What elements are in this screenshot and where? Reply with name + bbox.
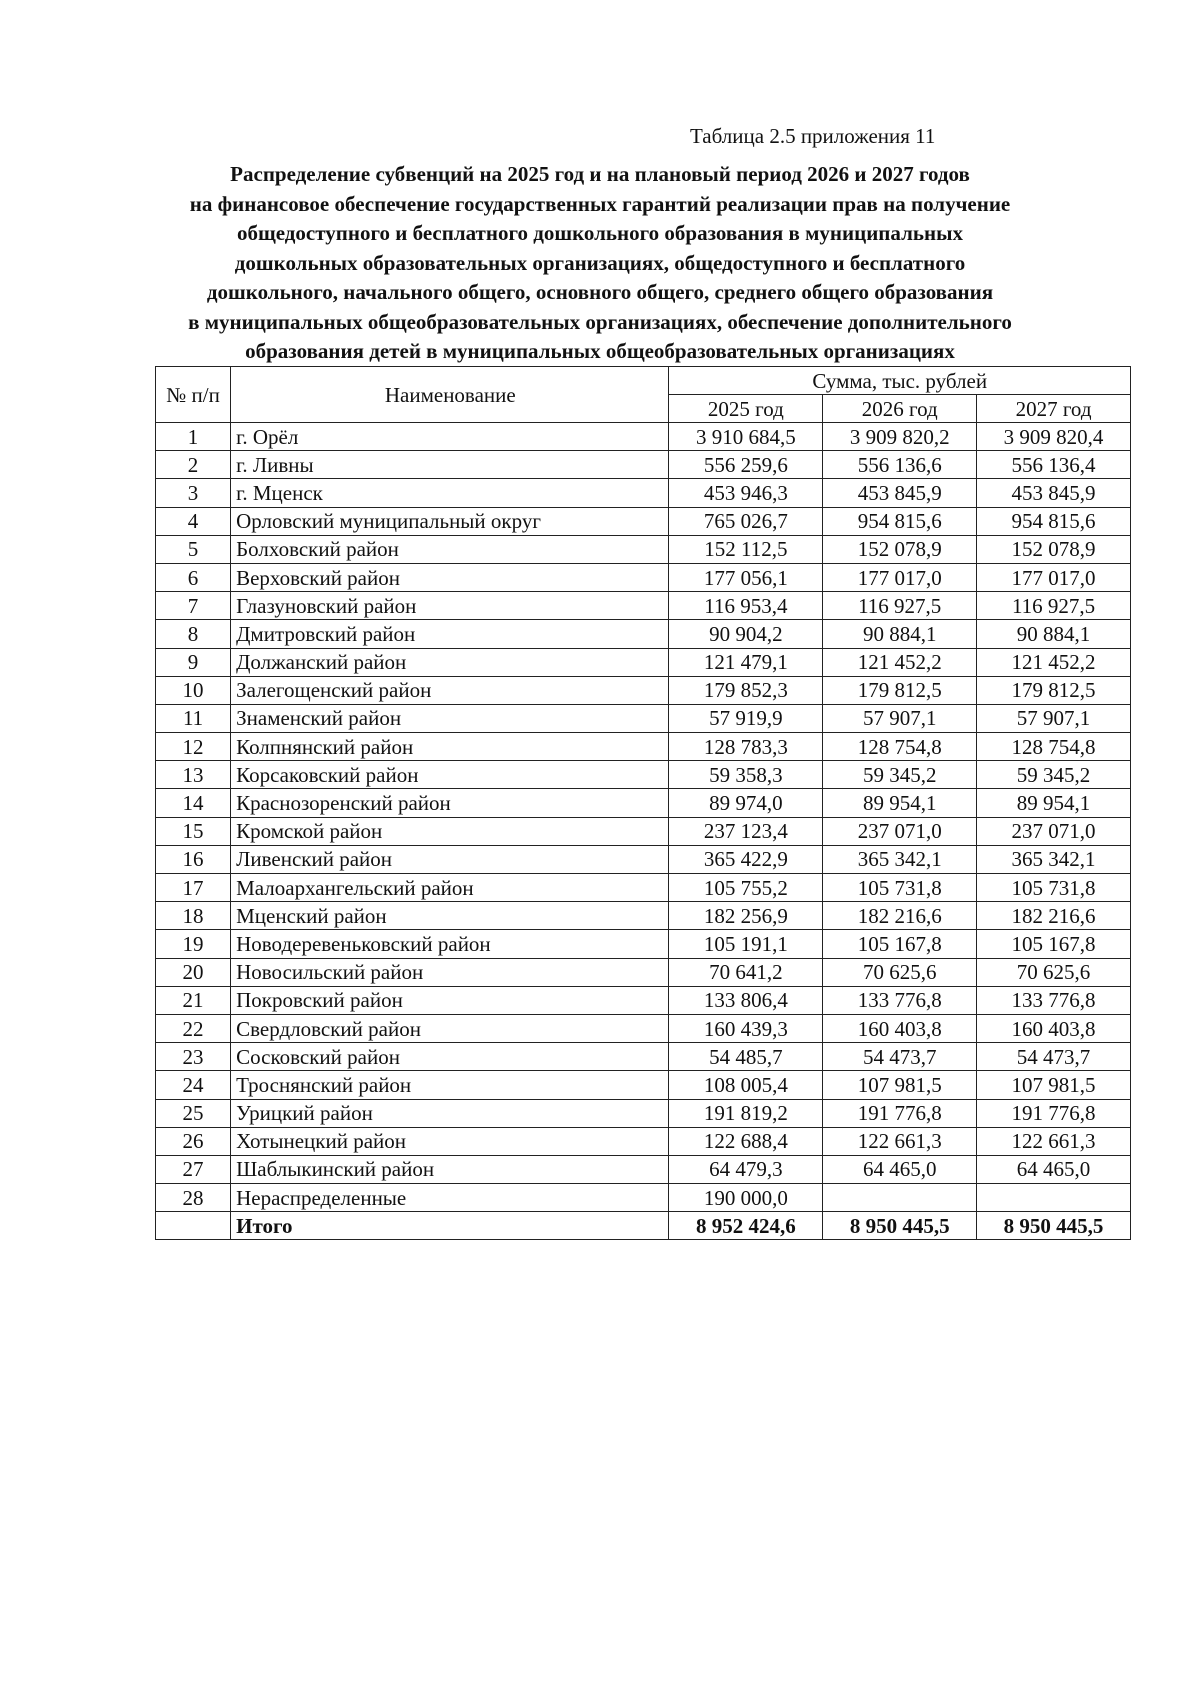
row-num: 25 (156, 1099, 231, 1127)
subsidy-table (155, 366, 1131, 1240)
title-line: дошкольных образовательных организациях, общедоступного и бесплатного (234, 250, 966, 275)
row-2025: 190 000,0 (669, 1184, 823, 1212)
row-name: Корсаковский район (231, 761, 669, 789)
row-2025: 179 852,3 (669, 676, 823, 704)
title-line: образования детей в муниципальных общеобразовательных организациях (245, 339, 955, 363)
row-2025: 116 953,4 (669, 592, 823, 620)
row-2025: 105 755,2 (669, 874, 823, 902)
header-year-2026: 2026 год (823, 395, 977, 423)
row-num: 21 (156, 986, 231, 1014)
row-2026: 105 167,8 (823, 930, 977, 958)
row-2027: 105 731,8 (977, 874, 1131, 902)
row-2025: 3 910 684,5 (669, 423, 823, 451)
total-label: Итого (231, 1212, 669, 1240)
row-2025: 182 256,9 (669, 902, 823, 930)
row-name: Орловский муниципальный округ (231, 507, 669, 535)
row-2027 (977, 1184, 1131, 1212)
row-num: 11 (156, 704, 231, 732)
row-2027: 116 927,5 (977, 592, 1131, 620)
row-2027: 191 776,8 (977, 1099, 1131, 1127)
row-2026: 64 465,0 (823, 1155, 977, 1183)
table-row (156, 1071, 1131, 1099)
row-name: Должанский район (231, 648, 669, 676)
row-2027: 107 981,5 (977, 1071, 1131, 1099)
row-2026: 365 342,1 (823, 845, 977, 873)
table-row (156, 423, 1131, 451)
total-row (156, 1212, 1131, 1240)
row-name: Верховский район (231, 563, 669, 591)
row-2027: 128 754,8 (977, 733, 1131, 761)
table-row (156, 733, 1131, 761)
row-2027: 177 017,0 (977, 563, 1131, 591)
row-2027: 105 167,8 (977, 930, 1131, 958)
table-row (156, 451, 1131, 479)
table-row (156, 845, 1131, 873)
row-2025: 105 191,1 (669, 930, 823, 958)
header-year-2027: 2027 год (977, 395, 1131, 423)
row-2026: 121 452,2 (823, 648, 977, 676)
row-2026: 128 754,8 (823, 733, 977, 761)
row-2025: 237 123,4 (669, 817, 823, 845)
table-row (156, 789, 1131, 817)
row-name: г. Ливны (231, 451, 669, 479)
header-num: № п/п (156, 367, 231, 423)
title-line: Распределение субвенций на 2025 год и на плановый период 2026 и 2027 годов (230, 162, 970, 186)
row-2026: 152 078,9 (823, 535, 977, 563)
row-2027: 152 078,9 (977, 535, 1131, 563)
table-row (156, 874, 1131, 902)
row-num: 19 (156, 930, 231, 958)
table-row (156, 676, 1131, 704)
row-num: 1 (156, 423, 231, 451)
row-2025: 122 688,4 (669, 1127, 823, 1155)
row-2027: 90 884,1 (977, 620, 1131, 648)
row-name: Сосковский район (231, 1043, 669, 1071)
row-name: Новодеревеньковский район (231, 930, 669, 958)
row-name: Болховский район (231, 535, 669, 563)
row-2026: 453 845,9 (823, 479, 977, 507)
row-name: Хотынецкий район (231, 1127, 669, 1155)
row-name: Новосильский район (231, 958, 669, 986)
row-2026: 105 731,8 (823, 874, 977, 902)
row-num: 13 (156, 761, 231, 789)
row-2026: 107 981,5 (823, 1071, 977, 1099)
row-2025: 90 904,2 (669, 620, 823, 648)
title-line: дошкольного, начального общего, основного общего, среднего общего образования (206, 280, 994, 304)
row-num: 22 (156, 1014, 231, 1042)
row-2027: 57 907,1 (977, 704, 1131, 732)
row-2025: 64 479,3 (669, 1155, 823, 1183)
row-name: Свердловский район (231, 1014, 669, 1042)
row-2025: 89 974,0 (669, 789, 823, 817)
row-2027: 453 845,9 (977, 479, 1131, 507)
row-2027: 59 345,2 (977, 761, 1131, 789)
row-2027: 133 776,8 (977, 986, 1131, 1014)
row-2027: 179 812,5 (977, 676, 1131, 704)
row-name: Нераспределенные (231, 1184, 669, 1212)
row-2026: 237 071,0 (823, 817, 977, 845)
document-title (130, 160, 1070, 367)
row-name: Покровский район (231, 986, 669, 1014)
row-2026: 191 776,8 (823, 1099, 977, 1127)
row-name: г. Мценск (231, 479, 669, 507)
row-2025: 160 439,3 (669, 1014, 823, 1042)
row-num: 4 (156, 507, 231, 535)
table-row (156, 1099, 1131, 1127)
row-2026: 90 884,1 (823, 620, 977, 648)
row-2025: 59 358,3 (669, 761, 823, 789)
row-num: 17 (156, 874, 231, 902)
row-2027: 70 625,6 (977, 958, 1131, 986)
row-2027: 54 473,7 (977, 1043, 1131, 1071)
table-row (156, 1014, 1131, 1042)
row-name: г. Орёл (231, 423, 669, 451)
row-2026: 122 661,3 (823, 1127, 977, 1155)
row-2027: 954 815,6 (977, 507, 1131, 535)
row-name: Колпнянский район (231, 733, 669, 761)
row-2027: 64 465,0 (977, 1155, 1131, 1183)
table-row (156, 817, 1131, 845)
row-num: 23 (156, 1043, 231, 1071)
total-num-cell (156, 1212, 231, 1240)
row-2026: 954 815,6 (823, 507, 977, 535)
table-row (156, 1043, 1131, 1071)
row-2027: 182 216,6 (977, 902, 1131, 930)
row-num: 2 (156, 451, 231, 479)
table-row (156, 620, 1131, 648)
row-name: Дмитровский район (231, 620, 669, 648)
row-2025: 128 783,3 (669, 733, 823, 761)
row-2026: 116 927,5 (823, 592, 977, 620)
row-2026: 182 216,6 (823, 902, 977, 930)
title-line: общедоступного и бесплатного дошкольного образования в муниципальных (237, 221, 963, 245)
row-2027: 122 661,3 (977, 1127, 1131, 1155)
row-num: 8 (156, 620, 231, 648)
row-num: 28 (156, 1184, 231, 1212)
row-2026: 177 017,0 (823, 563, 977, 591)
table-row (156, 507, 1131, 535)
total-2025: 8 952 424,6 (669, 1212, 823, 1240)
row-name: Урицкий район (231, 1099, 669, 1127)
row-2027: 3 909 820,4 (977, 423, 1131, 451)
row-2026: 556 136,6 (823, 451, 977, 479)
table-row (156, 592, 1131, 620)
row-2026: 70 625,6 (823, 958, 977, 986)
row-num: 20 (156, 958, 231, 986)
table-row (156, 704, 1131, 732)
header-year-2025: 2025 год (669, 395, 823, 423)
row-num: 14 (156, 789, 231, 817)
table-row (156, 648, 1131, 676)
row-2026: 89 954,1 (823, 789, 977, 817)
row-num: 12 (156, 733, 231, 761)
row-2025: 365 422,9 (669, 845, 823, 873)
row-2026: 59 345,2 (823, 761, 977, 789)
row-name: Знаменский район (231, 704, 669, 732)
row-2026: 3 909 820,2 (823, 423, 977, 451)
row-2026: 54 473,7 (823, 1043, 977, 1071)
row-2025: 108 005,4 (669, 1071, 823, 1099)
row-num: 16 (156, 845, 231, 873)
row-num: 26 (156, 1127, 231, 1155)
row-num: 10 (156, 676, 231, 704)
table-caption: Таблица 2.5 приложения 11 (690, 124, 936, 148)
row-2025: 177 056,1 (669, 563, 823, 591)
row-name: Ливенский район (231, 845, 669, 873)
header-name: Наименование (231, 367, 669, 423)
table-row (156, 958, 1131, 986)
row-name: Шаблыкинский район (231, 1155, 669, 1183)
row-num: 6 (156, 563, 231, 591)
table-row (156, 1127, 1131, 1155)
row-name: Залегощенский район (231, 676, 669, 704)
row-num: 5 (156, 535, 231, 563)
row-name: Глазуновский район (231, 592, 669, 620)
row-num: 7 (156, 592, 231, 620)
table-row (156, 1184, 1131, 1212)
table-row (156, 563, 1131, 591)
row-2027: 237 071,0 (977, 817, 1131, 845)
row-2025: 121 479,1 (669, 648, 823, 676)
row-name: Мценский район (231, 902, 669, 930)
row-num: 3 (156, 479, 231, 507)
row-2027: 160 403,8 (977, 1014, 1131, 1042)
row-num: 9 (156, 648, 231, 676)
row-name: Малоархангельский район (231, 874, 669, 902)
row-2027: 556 136,4 (977, 451, 1131, 479)
row-2025: 70 641,2 (669, 958, 823, 986)
row-2026: 133 776,8 (823, 986, 977, 1014)
row-name: Кромской район (231, 817, 669, 845)
row-name: Троснянский район (231, 1071, 669, 1099)
total-2027: 8 950 445,5 (977, 1212, 1131, 1240)
row-2025: 556 259,6 (669, 451, 823, 479)
table-row (156, 986, 1131, 1014)
row-num: 15 (156, 817, 231, 845)
table-row (156, 1155, 1131, 1183)
table-row (156, 761, 1131, 789)
row-2025: 453 946,3 (669, 479, 823, 507)
row-2025: 152 112,5 (669, 535, 823, 563)
row-num: 24 (156, 1071, 231, 1099)
row-2026 (823, 1184, 977, 1212)
row-2027: 89 954,1 (977, 789, 1131, 817)
row-2025: 57 919,9 (669, 704, 823, 732)
row-num: 27 (156, 1155, 231, 1183)
row-2026: 57 907,1 (823, 704, 977, 732)
row-2025: 191 819,2 (669, 1099, 823, 1127)
table-row (156, 902, 1131, 930)
row-2026: 160 403,8 (823, 1014, 977, 1042)
row-2027: 121 452,2 (977, 648, 1131, 676)
row-2026: 179 812,5 (823, 676, 977, 704)
row-2027: 365 342,1 (977, 845, 1131, 873)
table-row (156, 930, 1131, 958)
total-2026: 8 950 445,5 (823, 1212, 977, 1240)
row-2025: 54 485,7 (669, 1043, 823, 1071)
row-2025: 765 026,7 (669, 507, 823, 535)
row-2025: 133 806,4 (669, 986, 823, 1014)
title-line: в муниципальных общеобразовательных организациях, обеспечение дополнительного (188, 309, 1012, 334)
header-sum: Сумма, тыс. рублей (669, 367, 1131, 395)
row-num: 18 (156, 902, 231, 930)
table-row (156, 535, 1131, 563)
row-name: Краснозоренский район (231, 789, 669, 817)
table-row (156, 479, 1131, 507)
title-line: на финансовое обеспечение государственных гарантий реализации прав на получение (189, 191, 1011, 216)
